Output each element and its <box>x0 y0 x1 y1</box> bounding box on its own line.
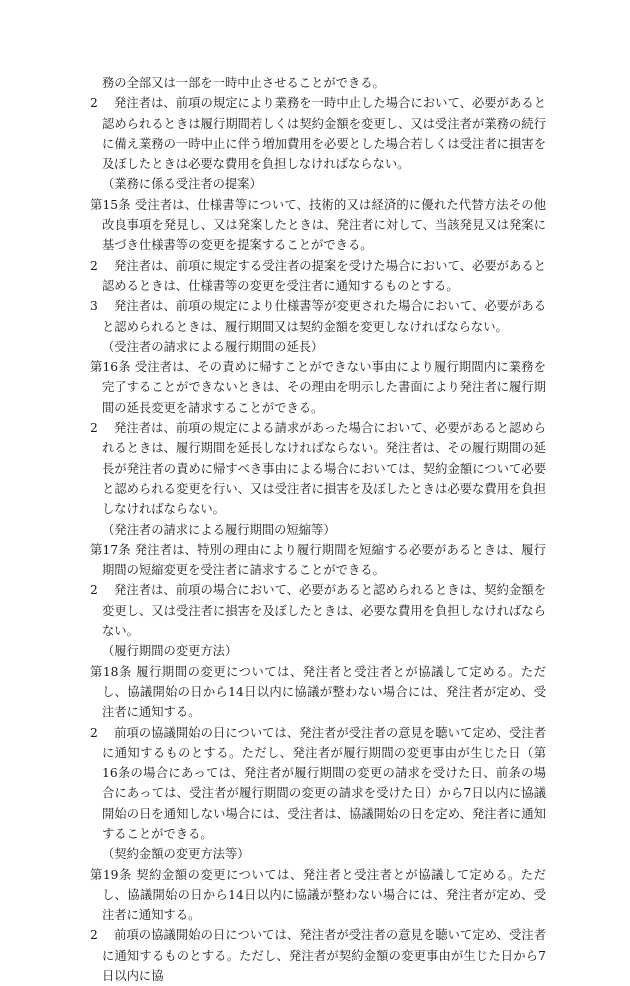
clause-item <box>90 925 546 986</box>
article-paragraph: 第18条 履行期間の変更については、発注者と受注者とが協議して定める。ただし、協議開始の日から14日以内に協議が整わない場合には、発注者が定め、受注者に通知する。 <box>90 664 546 720</box>
clause-text: 発注者は、前項の場合において、必要があると認められるときは、契約金額を変更し、又は受注者に損害を及ぼしたときは、必要な費用を負担しなければならない。 <box>102 583 546 639</box>
article-heading: （発注者の請求による履行期間の短縮等） <box>102 522 336 537</box>
clause-number: 3 <box>90 299 98 314</box>
clause-text: 発注者は、前項の規定により仕様書等が変更された場合において、必要があると認められるときは、履行期間又は契約金額を変更しなければならない。 <box>102 299 546 334</box>
clause-text: 発注者は、前項の規定による請求があった場合において、必要があると認められるときは、履行期間を延長しなければならない。発注者は、その履行期間の延長が発注者の責めに帰すべき事由による場合においては、契約金額について必要と認められる変更を行い、又は受注者に損害を及ぼしたときは必要な費用を負担しなければならない。 <box>102 421 546 517</box>
article-paragraph: 第19条 契約金額の変更については、発注者と受注者とが協議して定める。ただし、協議開始の日から14日以内に協議が整わない場合には、発注者が定め、受注者に通知する。 <box>90 867 546 923</box>
contract-text <box>90 73 546 986</box>
article-heading: （契約金額の変更方法等） <box>102 847 250 862</box>
clause-item <box>90 723 546 845</box>
article-paragraph: 第16条 受注者は、その責めに帰すことができない事由により履行期間内に業務を完了することができないときは、その理由を明示した書面により発注者に履行期間の延長変更を請求することができる。 <box>90 360 546 415</box>
clause-item <box>90 296 546 337</box>
article-paragraph: 第15条 受注者は、仕様書等について、技術的又は経済的に優れた代替方法その他改良事項を発見し、又は発案したときは、発注者に対して、当該発見又は発案に基づき仕様書等の変更を提案することができる。 <box>90 197 546 253</box>
clause-number: 2 <box>90 96 98 111</box>
continuation-paragraph: 務の全部又は一部を一時中止させることができる。 <box>102 76 385 90</box>
clause-item <box>90 580 546 641</box>
article-paragraph: 第17条 発注者は、特別の理由により履行期間を短縮する必要があるときは、履行期間の短縮変更を受注者に請求することができる。 <box>90 542 546 578</box>
clause-text: 前項の協議開始の日については、発注者が受注者の意見を聴いて定め、受注者に通知するものとする。ただし、発注者が履行期間の変更事由が生じた日（第16条の場合にあっては、発注者が履行期間の変更の請求を受けた日、前条の場合にあっては、受注者が履行期間の変更の請求を受けた日）から7日以内に協議開始の日を通知しない場合には、受注者は、協議開始の日を定め、発注者に通知することができる。 <box>102 725 546 841</box>
clause-number: 2 <box>90 725 98 740</box>
clause-number: 2 <box>90 928 98 943</box>
clause-item <box>90 256 546 297</box>
clause-text: 前項の協議開始の日については、発注者が受注者の意見を聴いて定め、受注者に通知するものとする。ただし、発注者が契約金額の変更事由が生じた日から7日以内に協 <box>102 928 546 984</box>
article-heading: （受注者の請求による履行期間の延長） <box>102 339 324 354</box>
clause-item <box>90 418 546 519</box>
article-heading: （履行期間の変更方法） <box>102 644 238 659</box>
clause-item <box>90 93 546 174</box>
article-heading: （業務に係る受注者の提案） <box>102 177 262 192</box>
clause-number: 2 <box>90 258 98 273</box>
clause-number: 2 <box>90 421 98 436</box>
clause-text: 発注者は、前項に規定する受注者の提案を受けた場合において、必要があると認めるときは、仕様書等の変更を受注者に通知するものとする。 <box>102 258 546 293</box>
clause-number: 2 <box>90 583 98 598</box>
clause-text: 発注者は、前項の規定により業務を一時中止した場合において、必要があると認められるときは履行期間若しくは契約金額を変更し、又は受注者が業務の続行に備え業務の一時中止に伴う増加費用を必要とした場合若しくは受注者に損害を及ぼしたときは必要な費用を負担しなければならない。 <box>102 96 546 172</box>
